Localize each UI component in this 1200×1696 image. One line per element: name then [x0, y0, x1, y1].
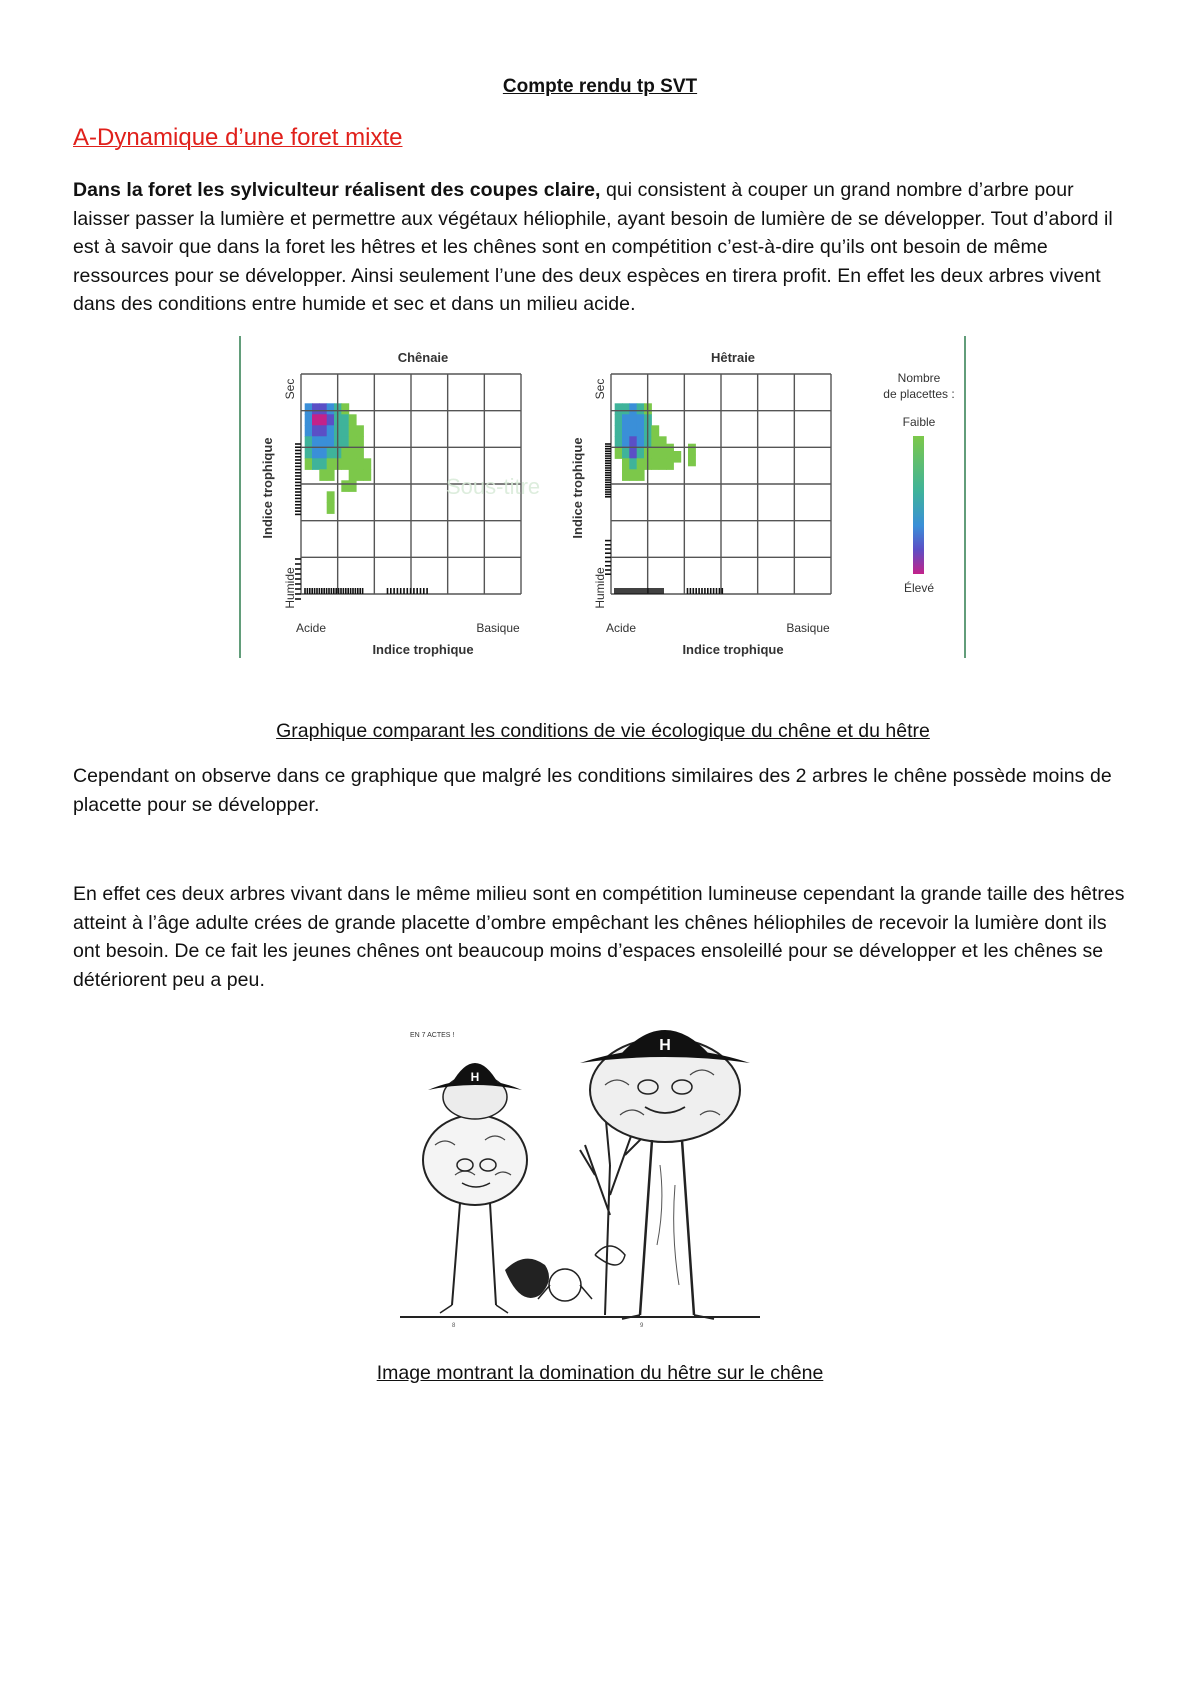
heat-cell [615, 414, 623, 426]
heat-cell [651, 436, 659, 448]
heat-cell [622, 403, 630, 415]
heat-cell [319, 469, 327, 481]
heat-cell [341, 414, 349, 426]
heat-cell [622, 447, 630, 459]
heat-cell [622, 414, 630, 426]
heat-cell [615, 436, 623, 448]
chart-hetraie-x-high-label: Basique [786, 621, 830, 635]
heat-cell [327, 502, 335, 514]
heat-cell [349, 425, 357, 437]
heat-cell [659, 458, 667, 470]
cartoon-footer-left: 8 [452, 1323, 456, 1329]
heat-cell [651, 447, 659, 459]
chart-hetraie-title: Hêtraie [710, 350, 756, 365]
heat-cell [356, 469, 364, 481]
heat-cell [312, 414, 320, 426]
heat-cell [327, 436, 335, 448]
heat-cell [356, 458, 364, 470]
chart-hetraie-y-bottom-label: Humide [593, 567, 607, 609]
chart-chenaie-y-top-label: Sec [283, 378, 297, 400]
heat-cell [637, 425, 645, 437]
heat-cell [363, 458, 371, 470]
intro-text: qui consistent à couper un grand nombre d’arbre pour laisser passer la lumière et permettre aux végétaux héliophile, ayant besoin de lumière de se développer. Tout d’abord il est à savoir que dans la foret les hêtres et les chênes sont en compétition c’est-à-dire qu’ils ont besoin de même ressources pour se développer. Ainsi seulement l’une des deux espèces en tirera profit. En effet les deux arbres vivent dans des conditions entre humide et sec et dans un milieu acide. [73, 179, 1113, 315]
heat-cell [319, 447, 327, 459]
cartoon-header-text: EN 7 ACTES ! [410, 1032, 455, 1039]
heat-cell [341, 447, 349, 459]
heat-cell [327, 425, 335, 437]
heat-cell [341, 403, 349, 415]
heat-cell [341, 436, 349, 448]
heat-cell [312, 458, 320, 470]
heat-cell [629, 469, 637, 481]
heat-cell [349, 447, 357, 459]
observation-paragraph: Cependant on observe dans ce graphique que malgré les conditions similaires des 2 arbres le chêne possède moins de placette pour se développer. [73, 765, 1112, 816]
heat-cell [356, 436, 364, 448]
heat-cell [349, 414, 357, 426]
heat-cell [319, 414, 327, 426]
heat-cell [666, 444, 674, 456]
legend-high-label: Élevé [903, 581, 935, 595]
chart-chenaie-y-bottom-label: Humide [283, 567, 297, 609]
heat-cell [629, 403, 637, 415]
heat-cell [319, 436, 327, 448]
chart-chenaie [260, 350, 540, 657]
heat-cell [349, 436, 357, 448]
intro-paragraph [73, 176, 1133, 319]
heat-cell [629, 447, 637, 459]
small-hat-letter: H [470, 1070, 480, 1084]
chart-chenaie-title: Chênaie [397, 350, 449, 365]
heat-cell [349, 469, 357, 481]
heat-cell [327, 414, 335, 426]
heat-cell [688, 444, 696, 456]
heat-cell [327, 403, 335, 415]
chart-hetraie-y-top-label: Sec [593, 378, 607, 400]
heat-cell [622, 436, 630, 448]
heat-cell [622, 425, 630, 437]
chart-hetraie-x-low-label: Acide [606, 621, 637, 635]
legend-title-line1: Nombre [897, 371, 941, 385]
chart-chenaie-xlabel: Indice trophique [372, 642, 474, 657]
document-title: Compte rendu tp SVT [502, 76, 698, 97]
legend-color-bar [913, 436, 924, 574]
heat-cell [305, 436, 313, 448]
heat-cell [629, 425, 637, 437]
heat-cell [305, 414, 313, 426]
chart-hetraie-ylabel: Indice trophique [570, 437, 585, 539]
heat-cell [327, 491, 335, 503]
heat-cell [341, 425, 349, 437]
heat-cell [356, 447, 364, 459]
heat-cell [688, 455, 696, 467]
cartoon-caption: Image montrant la domination du hêtre sur le chêne [376, 1362, 824, 1384]
heat-cell [327, 447, 335, 459]
heat-cell [341, 458, 349, 470]
heat-cell [629, 436, 637, 448]
heat-cell [666, 458, 674, 470]
heat-cell [659, 447, 667, 459]
chart-hetraie-xlabel: Indice trophique [682, 642, 784, 657]
heat-cell [312, 436, 320, 448]
heat-cell [637, 403, 645, 415]
ecology-heatmap-figure [238, 336, 968, 658]
heat-cell [637, 447, 645, 459]
heat-cell [659, 436, 667, 448]
heat-cell [637, 469, 645, 481]
beech-oak-cartoon [400, 1015, 760, 1330]
heat-cell [312, 403, 320, 415]
heat-cell [305, 403, 313, 415]
heat-cell [305, 447, 313, 459]
heat-cell [622, 458, 630, 470]
chart-chenaie-ylabel: Indice trophique [260, 437, 275, 539]
competition-paragraph: En effet ces deux arbres vivant dans le même milieu sont en compétition lumineuse cependant la grande taille des hêtres atteint à l’âge adulte crées de grande placette d’ombre empêchant les chênes héliophiles de recevoir la lumière dont ils ont besoin. De ce fait les jeunes chênes ont beaucoup moins d’espaces ensoleillé pour se développer et les chênes se détériorent peu a peu. [73, 883, 1125, 991]
heat-cell [615, 425, 623, 437]
heat-cell [673, 451, 681, 463]
heat-cell [349, 458, 357, 470]
chart-chenaie-watermark: Sous-titre [446, 474, 541, 499]
heat-cell [629, 414, 637, 426]
heat-cell [629, 458, 637, 470]
heat-cell [349, 480, 357, 492]
heat-cell [341, 480, 349, 492]
heat-cell [615, 447, 623, 459]
heat-cell [319, 403, 327, 415]
heat-cell [651, 458, 659, 470]
heat-cell [637, 414, 645, 426]
chart-hetraie [570, 350, 831, 657]
cartoon-footer-right: 9 [640, 1323, 644, 1329]
chart-caption: Graphique comparant les conditions de vie écologique du chêne et du hêtre [276, 720, 930, 742]
heat-cell [651, 425, 659, 437]
heat-cell [637, 436, 645, 448]
section-heading: A-Dynamique d’une foret mixte [73, 124, 403, 151]
placettes-legend [883, 371, 954, 595]
heat-cell [363, 469, 371, 481]
chart-chenaie-x-low-label: Acide [296, 621, 327, 635]
heat-cell [305, 458, 313, 470]
big-hat-letter: H [659, 1037, 671, 1054]
chart-chenaie-x-high-label: Basique [476, 621, 520, 635]
heat-cell [327, 458, 335, 470]
heat-cell [319, 458, 327, 470]
heat-cell [327, 469, 335, 481]
heat-cell [637, 458, 645, 470]
intro-bold-text: Dans la foret les sylviculteur réalisent des coupes claire, [73, 179, 601, 201]
heat-cell [312, 447, 320, 459]
legend-title-line2: de placettes : [883, 387, 955, 401]
heat-cell [312, 425, 320, 437]
heat-cell [319, 425, 327, 437]
heat-cell [622, 469, 630, 481]
heat-cell [615, 403, 623, 415]
legend-low-label: Faible [902, 415, 936, 429]
dead-oak-tree [580, 1110, 645, 1315]
heat-cell [356, 425, 364, 437]
heat-cell [305, 425, 313, 437]
